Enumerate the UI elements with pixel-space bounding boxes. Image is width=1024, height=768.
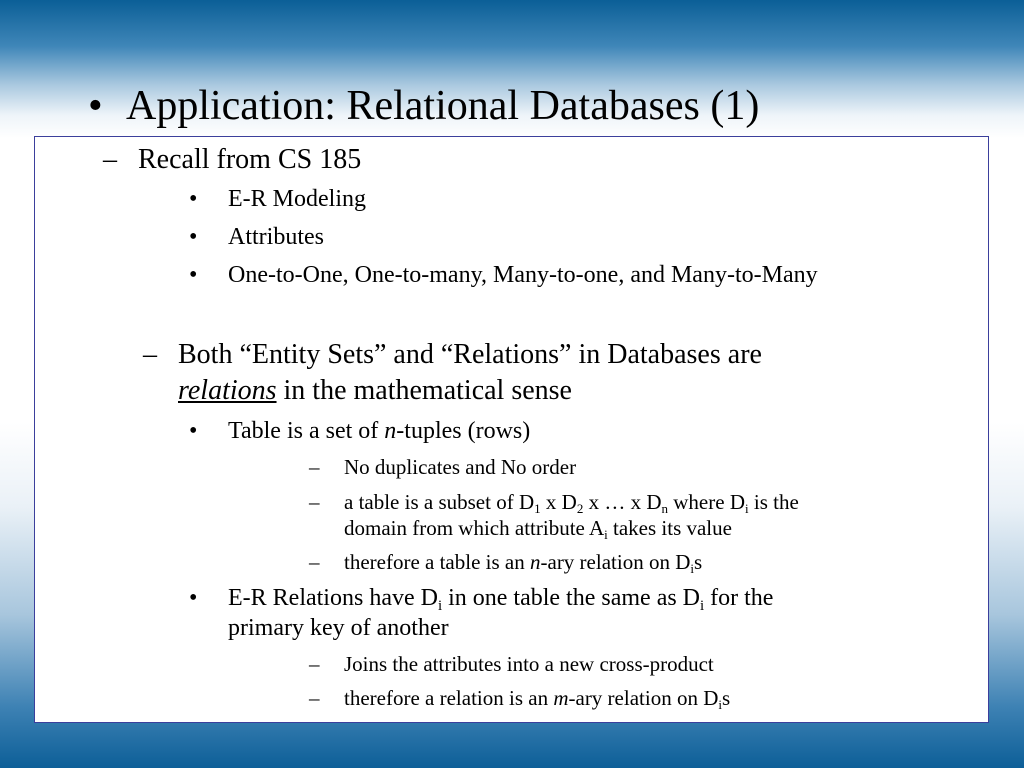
sub-item-no-duplicates — [309, 454, 577, 480]
title-text: Application: Relational Databases (1) — [126, 83, 760, 129]
subscript: 2 — [576, 501, 584, 517]
slide-title — [88, 82, 759, 130]
er-bullet — [189, 583, 774, 614]
sub-item-text: x … x D — [583, 490, 662, 514]
content-panel — [34, 136, 989, 723]
section-relations — [143, 338, 762, 372]
dash-marker: – — [309, 686, 320, 710]
er-bullet-text: primary key of another — [228, 615, 449, 641]
er-bullet-line2 — [228, 613, 449, 643]
sub-item-mary — [309, 685, 731, 713]
n-variable: n — [530, 550, 541, 574]
list-item-text: Attributes — [228, 224, 324, 250]
bullet-marker: • — [189, 418, 198, 444]
bullet-marker: • — [189, 224, 198, 250]
section-relations-line1: Both “Entity Sets” and “Relations” in Databases are — [178, 339, 762, 370]
section-recall-heading: Recall from CS 185 — [138, 144, 362, 175]
bullet-marker: • — [189, 585, 198, 611]
er-bullet-text: E-R Relations have D — [228, 585, 438, 611]
sub-item-text: No duplicates and No order — [344, 455, 577, 479]
m-variable: m — [553, 686, 569, 710]
sub-item-text: where D — [668, 490, 745, 514]
sub-item-text: takes its value — [607, 516, 732, 540]
sub-item-text: x D — [540, 490, 577, 514]
sub-item-text: -ary relation on D — [540, 550, 691, 574]
sub-item-text: therefore a relation is an — [344, 686, 554, 710]
sub-item-text: domain from which attribute A — [344, 516, 605, 540]
dash-marker: – — [309, 550, 320, 574]
sub-item-text: -ary relation on D — [568, 686, 719, 710]
list-item-text: E-R Modeling — [228, 186, 366, 212]
subscript: i — [700, 597, 705, 614]
sub-item-joins — [309, 651, 714, 677]
subscript: i — [604, 527, 608, 543]
sub-item-text: s — [694, 550, 703, 574]
sub-item-text: a table is a subset of D — [344, 490, 535, 514]
subscript: n — [661, 501, 669, 517]
list-item — [189, 222, 324, 252]
dash-marker: – — [309, 455, 320, 479]
title-bullet: • — [88, 83, 103, 129]
er-bullet-text: in one table the same as D — [442, 585, 701, 611]
sub-item-subset-line2 — [344, 515, 732, 541]
sub-item-text: Joins the attributes into a new cross-product — [344, 652, 714, 676]
sub-item-text: therefore a table is an — [344, 550, 530, 574]
dash-marker: – — [309, 490, 320, 514]
bullet-marker: • — [189, 186, 198, 212]
table-bullet-text: -tuples (rows) — [396, 418, 531, 444]
subscript: i — [744, 501, 749, 517]
table-bullet-text: Table is a set of — [228, 418, 385, 444]
n-variable: n — [384, 418, 397, 444]
er-bullet-text: for the — [704, 585, 774, 611]
bullet-marker: • — [189, 262, 198, 288]
list-item — [189, 260, 818, 290]
table-bullet — [189, 416, 531, 446]
subscript: i — [437, 597, 443, 614]
sub-item-text: is the — [748, 490, 799, 514]
list-item — [189, 184, 366, 214]
relations-emphasis: relations — [178, 375, 277, 406]
sub-item-text: s — [722, 686, 731, 710]
section-recall — [103, 143, 362, 177]
section-relations-line2-rest: in the mathematical sense — [276, 375, 572, 406]
subscript: i — [718, 697, 722, 713]
sub-item-nary — [309, 549, 703, 577]
dash-marker: – — [143, 339, 157, 370]
subscript: i — [690, 561, 694, 577]
dash-marker: – — [309, 652, 320, 676]
section-relations-line2 — [178, 374, 572, 408]
sub-item-subset — [309, 489, 799, 517]
dash-marker: – — [103, 144, 117, 175]
list-item-text: One-to-One, One-to-many, Many-to-one, and Many-to-Many — [228, 262, 818, 288]
subscript: 1 — [534, 501, 541, 517]
